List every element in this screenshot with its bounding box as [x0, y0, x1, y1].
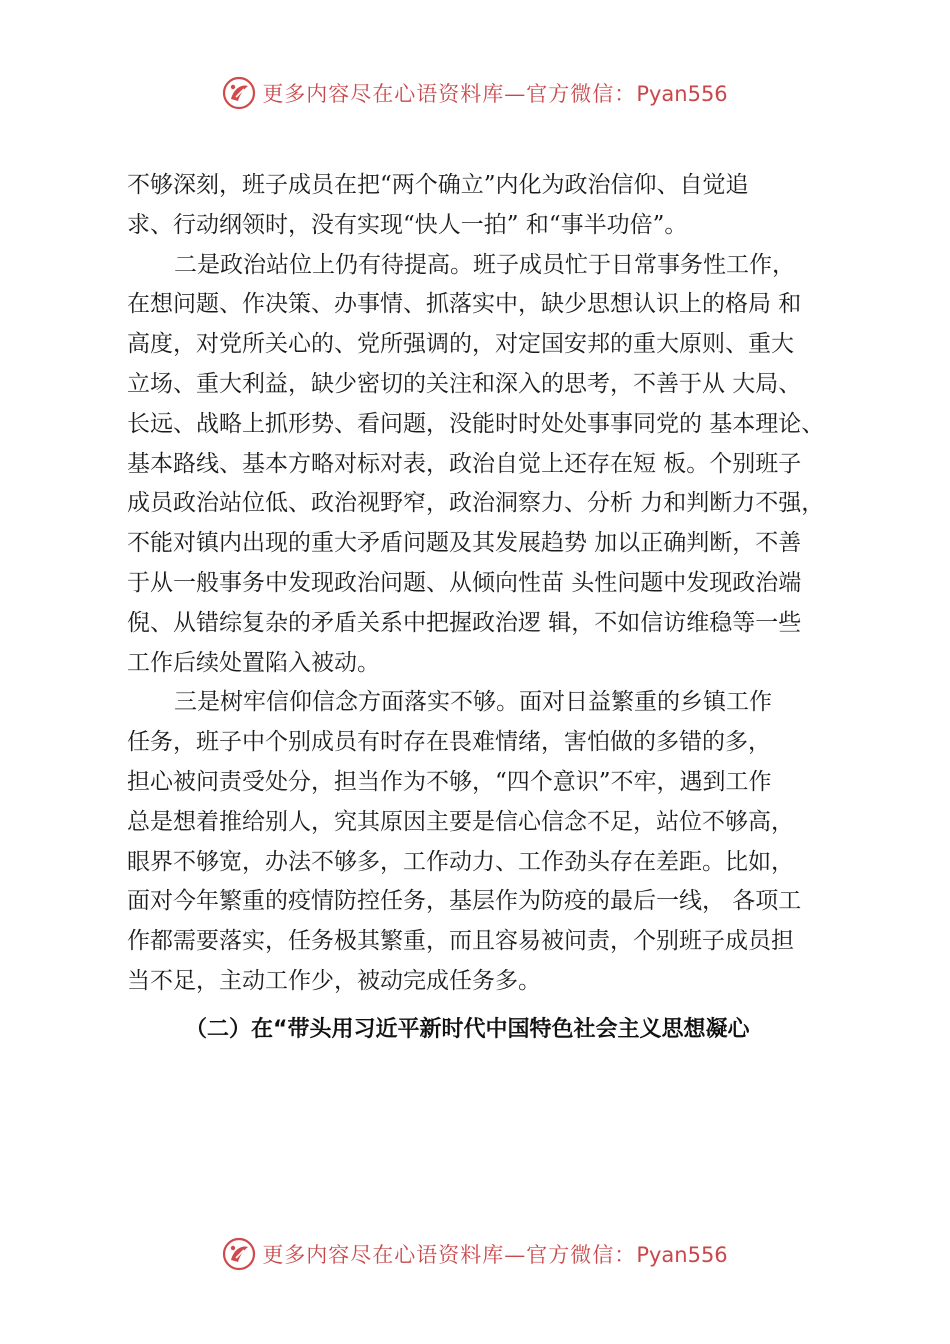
- text-line: 担心被问责受处分，担当作为不够，“四个意识”不牢，遇到工作: [127, 768, 772, 795]
- watermark-text: 更多内容尽在心语资料库—官方微信：Pyan556: [262, 1243, 728, 1267]
- text-line: 面对今年繁重的疫情防控任务，基层作为防疫的最后一线， 各项工: [127, 888, 802, 915]
- paragraph-start: 二是政治站位上仍有待提高。班子成员忙于日常事务性工作，: [174, 251, 795, 278]
- text-line: 基本路线、基本方略对标对表，政治自觉上还存在短 板。个别班子: [127, 450, 802, 477]
- watermark-header: [0, 70, 950, 116]
- text-line: 眼界不够宽，办法不够多，工作动力、工作劲头存在差距。比如，: [127, 848, 794, 875]
- watermark-text: 更多内容尽在心语资料库—官方微信：Pyan556: [262, 82, 728, 106]
- text-line: 立场、重大利益，缺少密切的关注和深入的思考，不善于从 大局、: [127, 370, 802, 397]
- section-heading: （二）在“带头用习近平新时代中国特色社会主义思想凝心: [185, 1017, 750, 1042]
- text-line: 成员政治站位低、政治视野窄，政治洞察力、分析 力和判断力不强，: [127, 490, 825, 517]
- text-line: 总是想着推给别人，究其原因主要是信心信念不足，站位不够高，: [127, 808, 794, 835]
- paragraph-start: 三是树牢信仰信念方面落实不够。面对日益繁重的乡镇工作: [174, 689, 772, 716]
- text-line: 倪、从错综复杂的矛盾关系中把握政治逻 辑，不如信访维稳等一些: [127, 609, 802, 636]
- text-line: 作都需要落实，任务极其繁重，而且容易被问责，个别班子成员担: [127, 928, 794, 955]
- watermark-footer: [0, 1231, 950, 1277]
- document-body: [127, 166, 872, 1002]
- text-line: 求、行动纲领时，没有实现“快人一拍” 和“事半功倍”。: [127, 211, 688, 238]
- text-line: 高度，对党所关心的、党所强调的，对定国安邦的重大原则、重大: [127, 331, 794, 358]
- text-line: 不能对镇内出现的重大矛盾问题及其发展趋势 加以正确判断，不善: [127, 530, 802, 557]
- text-line: 在想问题、作决策、办事情、抓落实中，缺少思想认识上的格局 和: [127, 291, 802, 318]
- text-line: 当不足，主动工作少，被动完成任务多。: [127, 967, 541, 994]
- text-line: 长远、战略上抓形势、看问题，没能时时处处事事同党的 基本理论、: [127, 410, 825, 437]
- text-line: 工作后续处置陷入被动。: [127, 649, 380, 676]
- text-line: 任务，班子中个别成员有时存在畏难情绪，害怕做的多错的多，: [127, 729, 771, 756]
- text-line: 不够深刻，班子成员在把“两个确立”内化为政治信仰、自觉追: [127, 172, 749, 198]
- logo-icon: [222, 1237, 256, 1271]
- logo-icon: [222, 76, 256, 110]
- text-line: 于从一般事务中发现政治问题、从倾向性苗 头性问题中发现政治端: [127, 569, 802, 596]
